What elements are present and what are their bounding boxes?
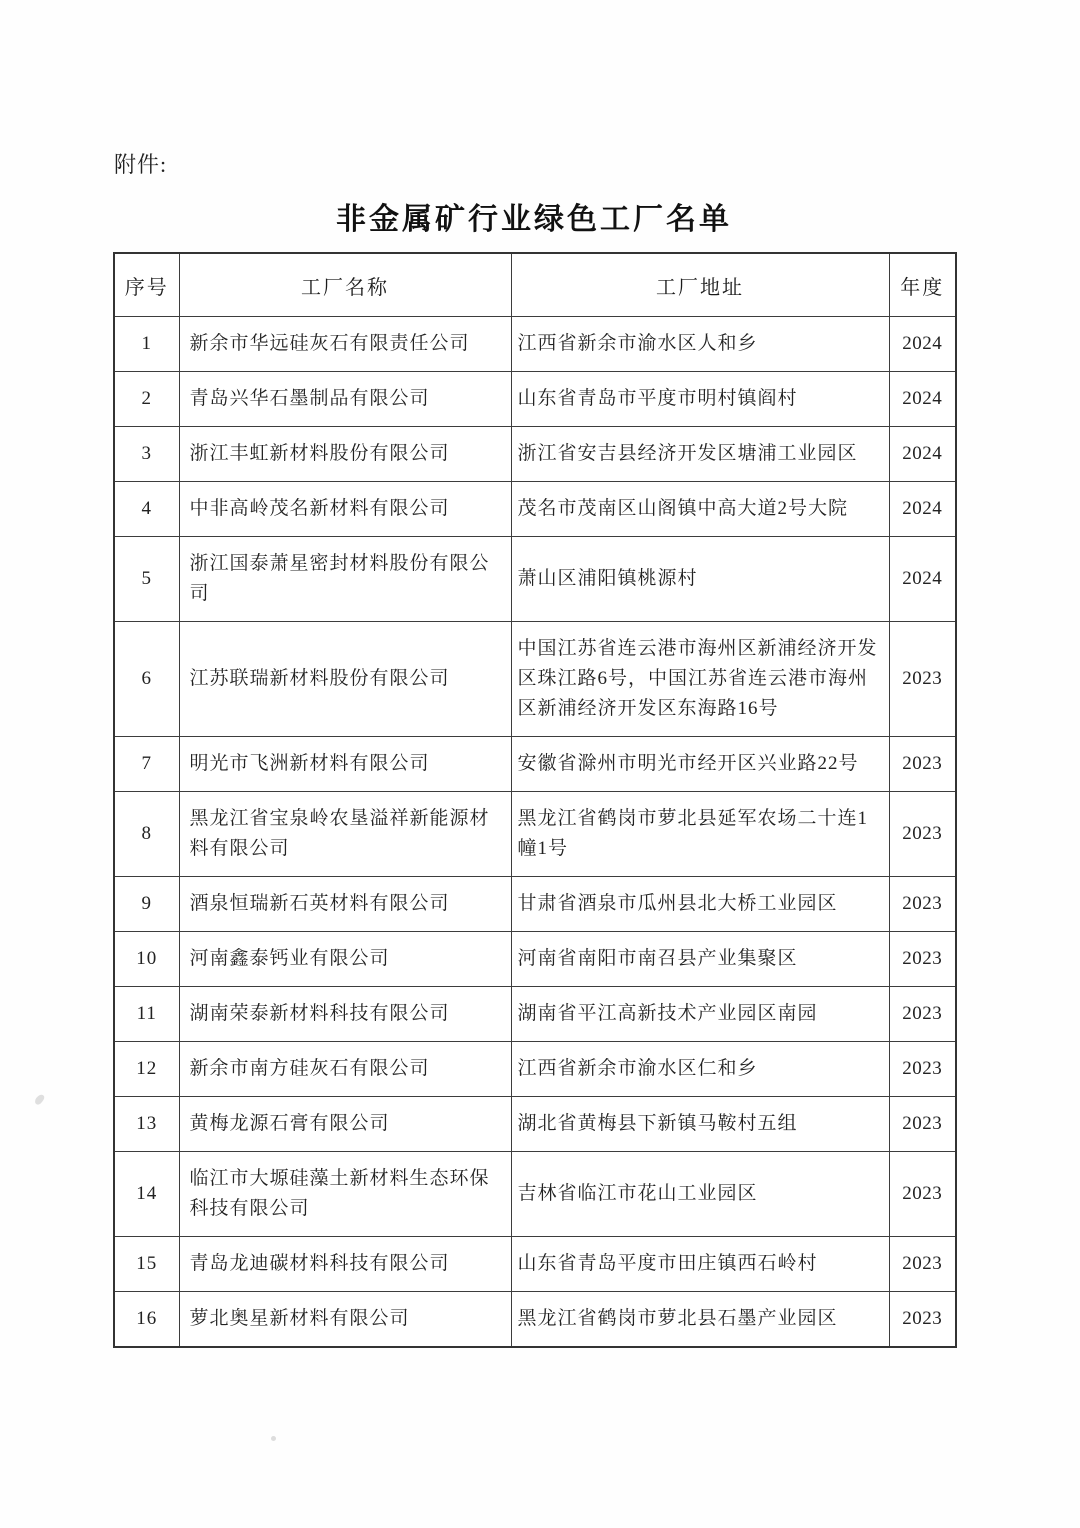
- factory-name-cell: 明光市飞洲新材料有限公司: [179, 737, 511, 792]
- row-number-cell: 3: [114, 427, 179, 482]
- factory-address-cell: 中国江苏省连云港市海州区新浦经济开发区珠江路6号，中国江苏省连云港市海州区新浦经济开发区东海路16号: [511, 622, 889, 737]
- row-number-cell: 10: [114, 932, 179, 987]
- factory-name-cell: 浙江国泰萧星密封材料股份有限公司: [179, 537, 511, 622]
- factory-address-cell: 河南省南阳市南召县产业集聚区: [511, 932, 889, 987]
- header-cell-number: 序号: [114, 253, 179, 317]
- row-number-cell: 4: [114, 482, 179, 537]
- table-row: [114, 1237, 956, 1292]
- factory-name-cell: 青岛龙迪碳材料科技有限公司: [179, 1237, 511, 1292]
- table-row: [114, 427, 956, 482]
- factory-name-cell: 河南鑫泰钙业有限公司: [179, 932, 511, 987]
- factory-name-cell: 浙江丰虹新材料股份有限公司: [179, 427, 511, 482]
- year-cell: 2023: [889, 877, 956, 932]
- factory-name-cell: 青岛兴华石墨制品有限公司: [179, 372, 511, 427]
- factory-name-cell: 湖南荣泰新材料科技有限公司: [179, 987, 511, 1042]
- year-cell: 2024: [889, 317, 956, 372]
- page-title: 非金属矿行业绿色工厂名单: [336, 203, 732, 236]
- table-row: [114, 877, 956, 932]
- row-number-cell: 6: [114, 622, 179, 737]
- table-row: [114, 372, 956, 427]
- table-row: [114, 1152, 956, 1237]
- year-cell: 2023: [889, 1152, 956, 1237]
- table-row: [114, 317, 956, 372]
- row-number-cell: 9: [114, 877, 179, 932]
- scan-artifact: [271, 1436, 276, 1441]
- year-cell: 2023: [889, 622, 956, 737]
- attachment-label: 附件:: [114, 152, 168, 177]
- factory-table: [113, 252, 957, 1348]
- factory-address-cell: 吉林省临江市花山工业园区: [511, 1152, 889, 1237]
- year-cell: 2023: [889, 1097, 956, 1152]
- table-row: [114, 737, 956, 792]
- row-number-cell: 7: [114, 737, 179, 792]
- table-row: [114, 932, 956, 987]
- factory-name-cell: 临江市大塬硅藻土新材料生态环保科技有限公司: [179, 1152, 511, 1237]
- factory-name-cell: 黑龙江省宝泉岭农垦溢祥新能源材料有限公司: [179, 792, 511, 877]
- factory-address-cell: 湖南省平江高新技术产业园区南园: [511, 987, 889, 1042]
- header-cell-name: 工厂名称: [179, 253, 511, 317]
- row-number-cell: 16: [114, 1292, 179, 1348]
- table-row: [114, 1042, 956, 1097]
- table-row: [114, 1292, 956, 1348]
- factory-name-cell: 新余市南方硅灰石有限公司: [179, 1042, 511, 1097]
- factory-name-cell: 新余市华远硅灰石有限责任公司: [179, 317, 511, 372]
- table-row: [114, 537, 956, 622]
- factory-address-cell: 山东省青岛平度市田庄镇西石岭村: [511, 1237, 889, 1292]
- row-number-cell: 14: [114, 1152, 179, 1237]
- row-number-cell: 1: [114, 317, 179, 372]
- row-number-cell: 5: [114, 537, 179, 622]
- factory-address-cell: 萧山区浦阳镇桃源村: [511, 537, 889, 622]
- factory-address-cell: 江西省新余市渝水区仁和乡: [511, 1042, 889, 1097]
- row-number-cell: 8: [114, 792, 179, 877]
- factory-address-cell: 黑龙江省鹤岗市萝北县石墨产业园区: [511, 1292, 889, 1348]
- factory-address-cell: 黑龙江省鹤岗市萝北县延军农场二十连1幢1号: [511, 792, 889, 877]
- scan-artifact: [33, 1093, 45, 1106]
- table-row: [114, 482, 956, 537]
- row-number-cell: 11: [114, 987, 179, 1042]
- year-cell: 2023: [889, 737, 956, 792]
- year-cell: 2024: [889, 537, 956, 622]
- table-row: [114, 622, 956, 737]
- row-number-cell: 2: [114, 372, 179, 427]
- year-cell: 2023: [889, 987, 956, 1042]
- row-number-cell: 15: [114, 1237, 179, 1292]
- row-number-cell: 12: [114, 1042, 179, 1097]
- factory-address-cell: 安徽省滁州市明光市经开区兴业路22号: [511, 737, 889, 792]
- factory-address-cell: 茂名市茂南区山阁镇中高大道2号大院: [511, 482, 889, 537]
- factory-address-cell: 江西省新余市渝水区人和乡: [511, 317, 889, 372]
- table-row: [114, 987, 956, 1042]
- table-row: [114, 792, 956, 877]
- factory-name-cell: 黄梅龙源石膏有限公司: [179, 1097, 511, 1152]
- table-row: [114, 1097, 956, 1152]
- year-cell: 2024: [889, 372, 956, 427]
- factory-address-cell: 甘肃省酒泉市瓜州县北大桥工业园区: [511, 877, 889, 932]
- year-cell: 2024: [889, 427, 956, 482]
- factory-address-cell: 山东省青岛市平度市明村镇阎村: [511, 372, 889, 427]
- factory-address-cell: 浙江省安吉县经济开发区塘浦工业园区: [511, 427, 889, 482]
- factory-address-cell: 湖北省黄梅县下新镇马鞍村五组: [511, 1097, 889, 1152]
- factory-name-cell: 中非高岭茂名新材料有限公司: [179, 482, 511, 537]
- year-cell: 2023: [889, 932, 956, 987]
- year-cell: 2023: [889, 1292, 956, 1348]
- factory-name-cell: 萝北奥星新材料有限公司: [179, 1292, 511, 1348]
- table-header-row: [114, 253, 956, 317]
- factory-table-body: [114, 317, 956, 1348]
- year-cell: 2023: [889, 1237, 956, 1292]
- year-cell: 2024: [889, 482, 956, 537]
- year-cell: 2023: [889, 1042, 956, 1097]
- factory-name-cell: 江苏联瑞新材料股份有限公司: [179, 622, 511, 737]
- row-number-cell: 13: [114, 1097, 179, 1152]
- factory-name-cell: 酒泉恒瑞新石英材料有限公司: [179, 877, 511, 932]
- header-cell-year: 年度: [889, 253, 956, 317]
- year-cell: 2023: [889, 792, 956, 877]
- header-cell-address: 工厂地址: [511, 253, 889, 317]
